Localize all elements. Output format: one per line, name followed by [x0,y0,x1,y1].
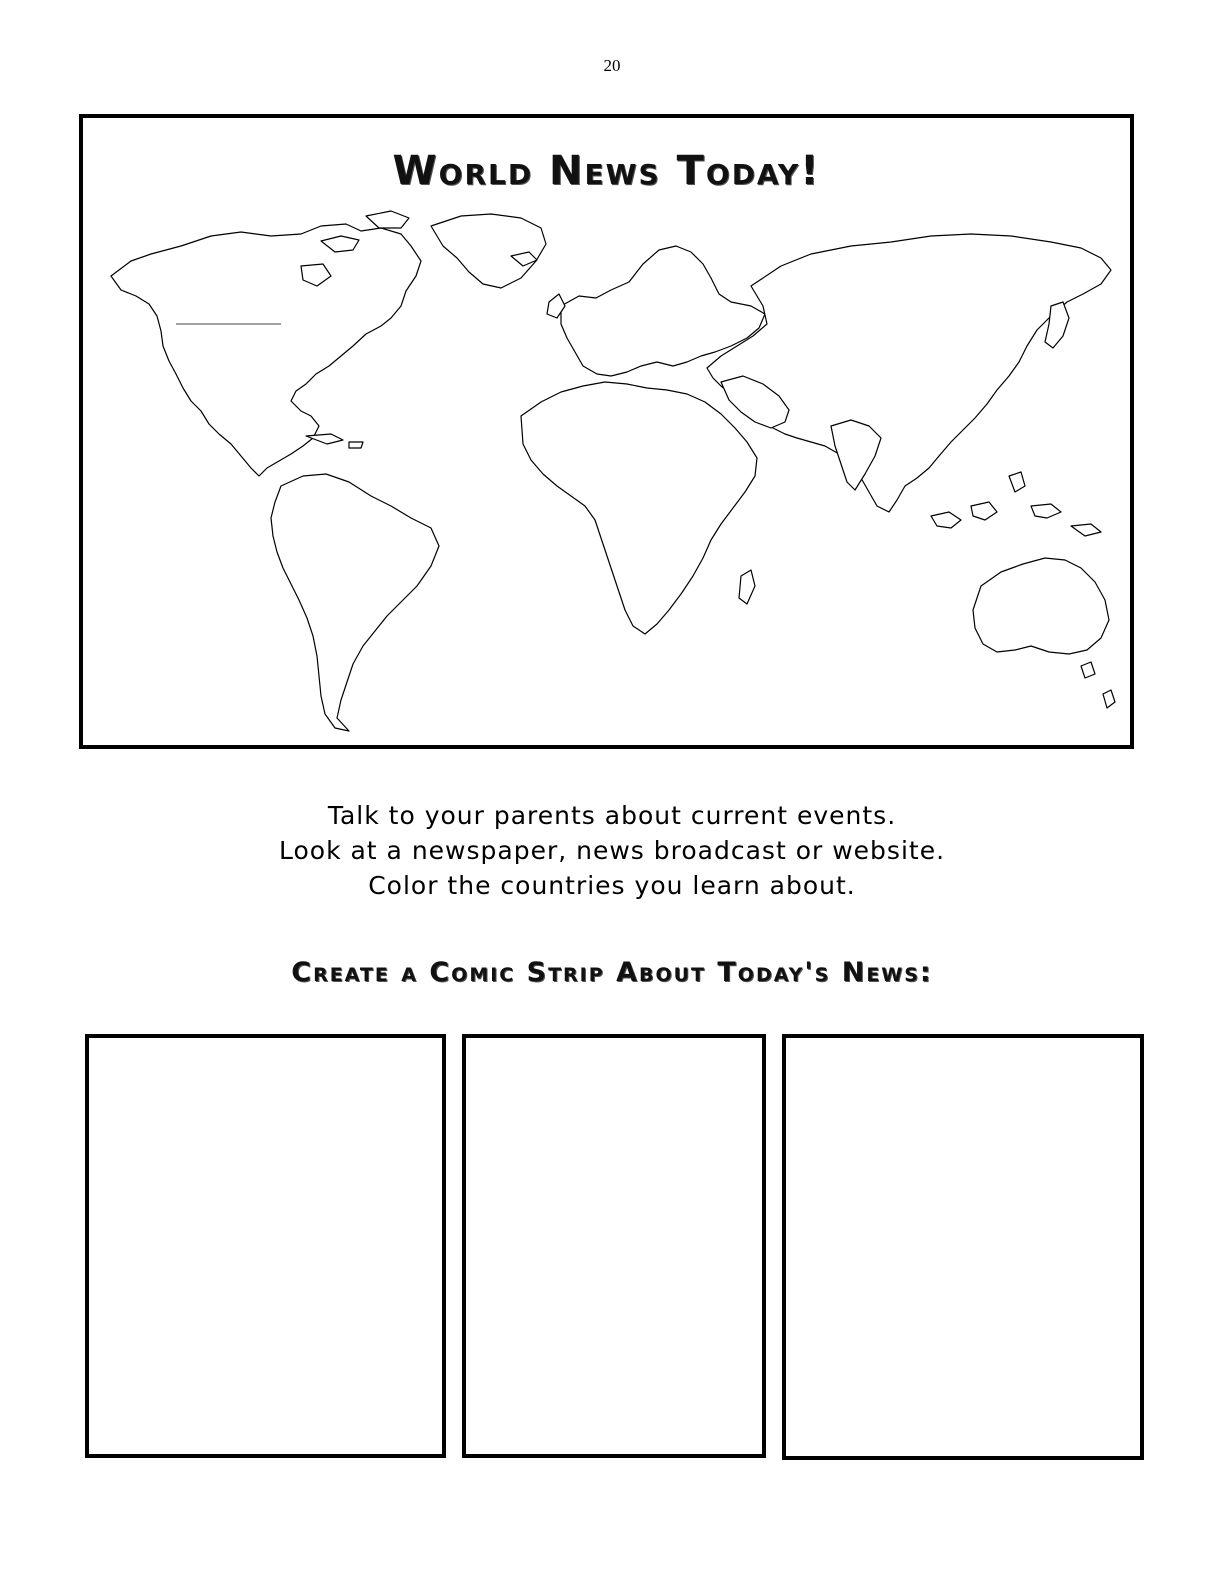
north-america-outline [111,224,421,476]
world-map-icon [91,206,1125,736]
page-number: 20 [603,56,621,75]
comic-panel-1[interactable] [85,1034,446,1458]
asia-outline [707,234,1111,512]
madagascar-outline [739,570,755,604]
comic-panel-2[interactable] [462,1034,766,1458]
instruction-line: Color the countries you learn about. [368,871,856,900]
australia-outline [973,558,1109,654]
greenland-outline [431,214,546,288]
new-zealand-outline [1081,662,1115,708]
caribbean-islands-outline [306,434,363,448]
map-title: World News Today! [392,148,821,194]
instruction-line: Look at a newspaper, news broadcast or website. [278,836,946,865]
southeast-asia-islands-outline [931,472,1101,536]
africa-outline [521,382,757,634]
instruction-line: Talk to your parents about current events. [327,801,897,830]
map-frame [79,114,1134,749]
instructions [0,798,1224,903]
south-america-outline [271,474,439,731]
comic-heading: Create a Comic Strip About Today's News: [291,957,933,988]
comic-panel-3[interactable] [782,1034,1144,1460]
